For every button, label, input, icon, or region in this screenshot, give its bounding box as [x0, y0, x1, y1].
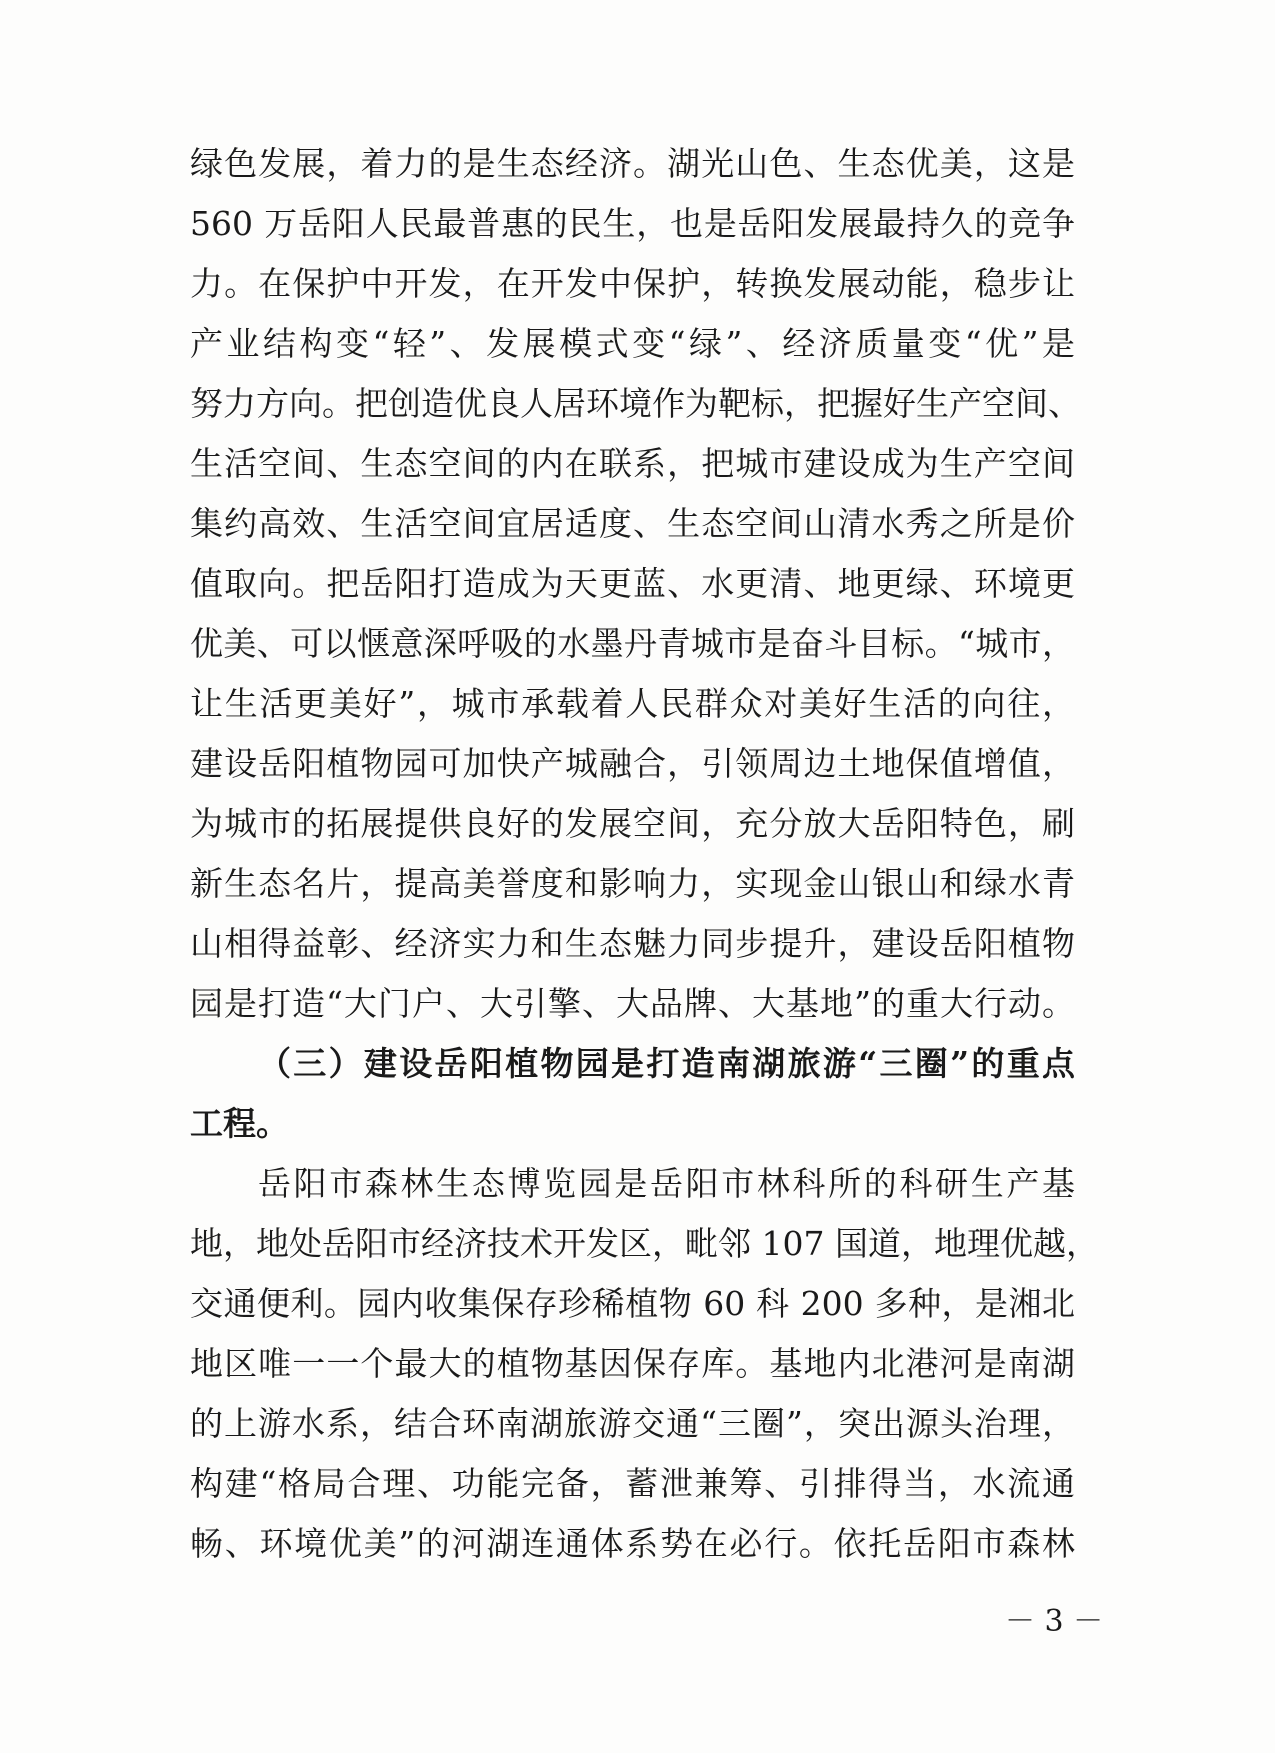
- body-text-line: 集约高效、生活空间宜居适度、生态空间山清水秀之所是价: [190, 504, 1075, 543]
- body-text-line: 产业结构变“轻”、发展模式变“绿”、经济质量变“优”是: [190, 324, 1075, 363]
- body-text-line: 努力方向。把创造优良人居环境作为靶标，把握好生产空间、: [190, 384, 1081, 423]
- body-text-line: 地，地处岳阳市经济技术开发区，毗邻 107 国道，地理优越，: [190, 1224, 1099, 1263]
- body-text-line: 山相得益彰、经济实力和生态魅力同步提升，建设岳阳植物: [190, 924, 1075, 963]
- section-heading-continuation: 工程。: [190, 1104, 289, 1143]
- body-text-line: 为城市的拓展提供良好的发展空间，充分放大岳阳特色，刷: [190, 804, 1075, 843]
- body-text-line: 优美、可以惬意深呼吸的水墨丹青城市是奋斗目标。“城市，: [190, 624, 1075, 663]
- body-text-line: 地区唯一一个最大的植物基因保存库。基地内北港河是南湖: [190, 1344, 1075, 1383]
- body-text-line: 畅、环境优美”的河湖连通体系势在必行。依托岳阳市森林: [190, 1524, 1075, 1563]
- body-text-line: 新生态名片，提高美誉度和影响力，实现金山银山和绿水青: [190, 864, 1075, 903]
- body-text-line: 建设岳阳植物园可加快产城融合，引领周边土地保值增值，: [190, 744, 1075, 783]
- body-text-line: 生活空间、生态空间的内在联系，把城市建设成为生产空间: [190, 444, 1075, 483]
- body-text-line: 绿色发展，着力的是生态经济。湖光山色、生态优美，这是: [190, 144, 1075, 183]
- body-text-line: 岳阳市森林生态博览园是岳阳市林科所的科研生产基: [258, 1164, 1075, 1203]
- body-text-line: 560 万岳阳人民最普惠的民生，也是岳阳发展最持久的竞争: [190, 204, 1075, 243]
- page-number: － 3 －: [1005, 1604, 1104, 1639]
- body-text-line: 的上游水系，结合环南湖旅游交通“三圈”，突出源头治理，: [190, 1404, 1075, 1443]
- body-text-line: 力。在保护中开发，在开发中保护，转换发展动能，稳步让: [190, 264, 1075, 303]
- body-text-line: 园是打造“大门户、大引擎、大品牌、大基地”的重大行动。: [190, 984, 1075, 1023]
- body-text-line: 让生活更美好”，城市承载着人民群众对美好生活的向往，: [190, 684, 1075, 723]
- section-heading: （三）建设岳阳植物园是打造南湖旅游“三圈”的重点: [258, 1044, 1075, 1083]
- body-text-line: 值取向。把岳阳打造成为天更蓝、水更清、地更绿、环境更: [190, 564, 1075, 603]
- body-text-line: 交通便利。园内收集保存珍稀植物 60 科 200 多种，是湘北: [190, 1284, 1075, 1323]
- body-text-line: 构建“格局合理、功能完备，蓄泄兼筹、引排得当，水流通: [190, 1464, 1075, 1503]
